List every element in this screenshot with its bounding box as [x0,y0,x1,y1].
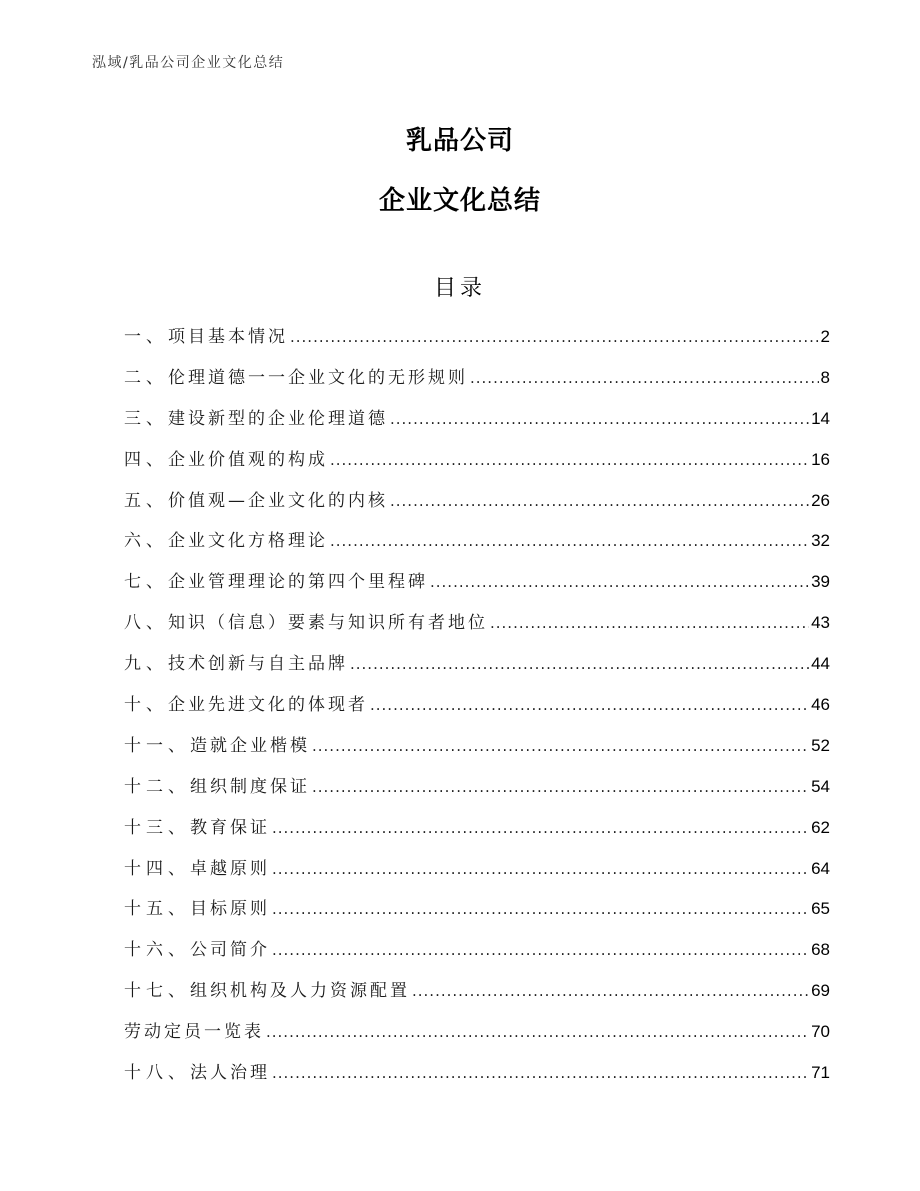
toc-leader-dots [312,778,809,796]
toc-leader-dots [390,492,809,510]
toc-entry[interactable] [124,526,830,567]
toc-entry-number: 七、 [124,572,168,593]
toc-entry-label: 建设新型的企业伦理道德 [168,408,388,429]
toc-entry-page: 54 [811,776,830,796]
toc-entry-label: 企业文化方格理论 [168,531,328,552]
toc-entry[interactable] [124,772,830,813]
toc-entry-label: 企业先进文化的体现者 [168,695,368,716]
toc-leader-dots [390,410,809,428]
toc-entry-label: 教育保证 [190,817,270,838]
table-of-contents [124,322,830,1099]
toc-entry-page: 32 [811,531,830,551]
toc-entry-page: 14 [811,408,830,428]
toc-entry-number: 十五、 [124,899,190,920]
toc-entry-number: 九、 [124,654,168,675]
document-title-line-2: 企业文化总结 [378,186,541,216]
toc-entry-number: 十一、 [124,735,190,756]
toc-entry-label: 价值观—企业文化的内核 [168,490,388,511]
toc-entry-page: 71 [811,1063,830,1083]
toc-entry-label: 伦理道德一一企业文化的无形规则 [168,367,468,388]
toc-entry-page: 70 [811,1022,830,1042]
toc-entry-label: 知识（信息）要素与知识所有者地位 [168,613,488,634]
toc-entry[interactable] [124,649,830,690]
toc-entry[interactable] [124,976,830,1017]
toc-entry-page: 8 [820,367,830,387]
toc-entry-page: 69 [811,981,830,1001]
toc-entry-page: 2 [820,327,830,346]
toc-leader-dots [430,573,809,591]
toc-leader-dots [290,328,819,346]
toc-leader-dots [272,900,809,918]
toc-entry-page: 16 [811,449,830,469]
toc-entry[interactable] [124,1058,830,1099]
toc-entry[interactable] [124,363,830,404]
toc-entry[interactable] [124,567,830,608]
toc-entry-page: 26 [811,490,830,510]
toc-entry-label: 组织机构及人力资源配置 [190,981,410,1002]
toc-entry[interactable] [124,894,830,935]
toc-leader-dots [312,737,809,755]
toc-entry-number: 一、 [124,327,168,347]
toc-leader-dots [490,614,809,632]
toc-entry[interactable] [124,322,830,363]
toc-entry[interactable] [124,1017,830,1058]
toc-entry[interactable] [124,690,830,731]
toc-entry-label: 公司简介 [190,940,270,961]
document-title-line-1: 乳品公司 [405,126,514,156]
toc-entry-page: 62 [811,817,830,837]
toc-entry-number: 十七、 [124,981,190,1002]
toc-leader-dots [272,941,809,959]
toc-entry-page: 64 [811,858,830,878]
toc-entry-label: 目标原则 [190,899,270,920]
toc-entry-label: 法人治理 [190,1063,270,1084]
toc-entry-number: 五、 [124,490,168,511]
toc-entry-number: 十二、 [124,776,190,797]
toc-entry-page: 52 [811,735,830,755]
toc-entry-label: 企业管理理论的第四个里程碑 [168,572,428,593]
toc-entry-number: 六、 [124,531,168,552]
toc-entry[interactable] [124,486,830,527]
toc-entry-number: 八、 [124,613,168,634]
toc-leader-dots [370,696,809,714]
toc-entry-label: 企业价值观的构成 [168,449,328,470]
toc-entry-label: 项目基本情况 [168,327,288,347]
toc-leader-dots [272,1064,809,1082]
toc-entry-label: 劳动定员一览表 [124,1022,264,1043]
toc-leader-dots [350,655,809,673]
toc-leader-dots [272,819,809,837]
toc-entry-number: 十八、 [124,1063,190,1084]
toc-entry-page: 68 [811,940,830,960]
toc-entry-page: 39 [811,572,830,592]
toc-leader-dots [330,532,809,550]
toc-entry-page: 44 [811,654,830,674]
toc-entry-number: 十四、 [124,858,190,879]
toc-entry-number: 十、 [124,695,168,716]
toc-leader-dots [412,982,809,1000]
toc-entry-page: 43 [811,613,830,633]
toc-entry[interactable] [124,935,830,976]
toc-leader-dots [330,451,809,469]
toc-entry-label: 组织制度保证 [190,776,310,797]
toc-leader-dots [266,1023,809,1041]
toc-entry[interactable] [124,731,830,772]
toc-entry[interactable] [124,445,830,486]
toc-entry-number: 四、 [124,449,168,470]
toc-heading: 目录 [433,276,486,301]
toc-entry[interactable] [124,854,830,895]
toc-entry-page: 65 [811,899,830,919]
toc-entry-label: 卓越原则 [190,858,270,879]
toc-entry-label: 造就企业楷模 [190,735,310,756]
toc-leader-dots [272,860,809,878]
running-header: 泓域/乳品公司企业文化总结 [92,55,285,71]
toc-entry-number: 十六、 [124,940,190,961]
toc-entry-page: 46 [811,695,830,715]
toc-entry[interactable] [124,813,830,854]
toc-entry-number: 十三、 [124,817,190,838]
toc-entry[interactable] [124,608,830,649]
toc-entry[interactable] [124,404,830,445]
toc-entry-number: 二、 [124,367,168,388]
toc-leader-dots [470,369,819,387]
toc-entry-number: 三、 [124,408,168,429]
toc-entry-label: 技术创新与自主品牌 [168,654,348,675]
